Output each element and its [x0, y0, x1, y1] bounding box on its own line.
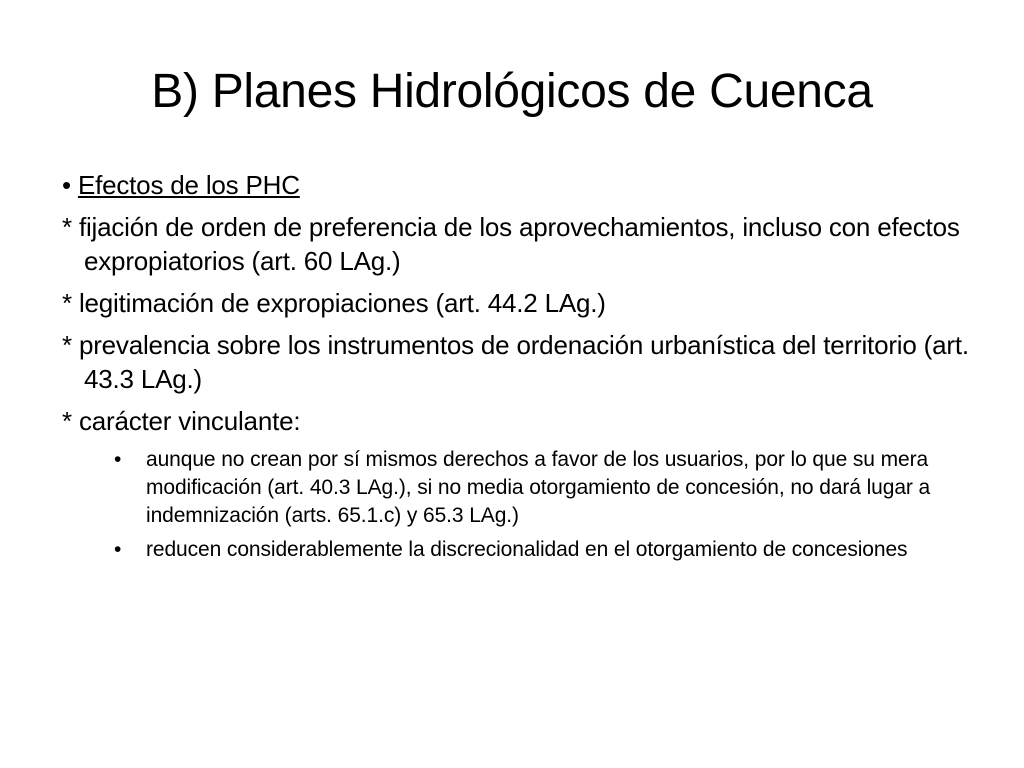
- slide-content: [62, 168, 982, 570]
- effect-item-1: * fijación de orden de preferencia de los aprovechamientos, incluso con efectos expropiatorios (art. 60 LAg.): [62, 212, 960, 276]
- sub-item-text: aunque no crean por sí mismos derechos a favor de los usuarios, por lo que su mera modificación (art. 40.3 LAg.), si no media otorgamiento de concesión, no dará lugar a indemnización (arts. 65.1.c) y 65.3 LAg.): [146, 448, 931, 527]
- sub-list: [62, 446, 982, 564]
- bullet-icon: •: [114, 538, 122, 561]
- bullet-icon: •: [114, 448, 122, 471]
- sub-list-item: [62, 446, 982, 530]
- sub-item-text: reducen considerablemente la discrecionalidad en el otorgamiento de concesiones: [146, 538, 908, 561]
- sub-list-item: [62, 536, 982, 564]
- effect-item-4: * carácter vinculante:: [62, 406, 301, 436]
- effect-item-2: * legitimación de expropiaciones (art. 44.2 LAg.): [62, 288, 606, 318]
- section-heading: Efectos de los PHC: [77, 170, 300, 200]
- slide-title: B) Planes Hidrológicos de Cuenca: [151, 65, 873, 118]
- section-heading-line: [62, 168, 982, 202]
- effect-item-3: * prevalencia sobre los instrumentos de ordenación urbanística del territorio (art. 43.3 LAg.): [62, 330, 969, 394]
- bullet-icon: •: [62, 170, 71, 200]
